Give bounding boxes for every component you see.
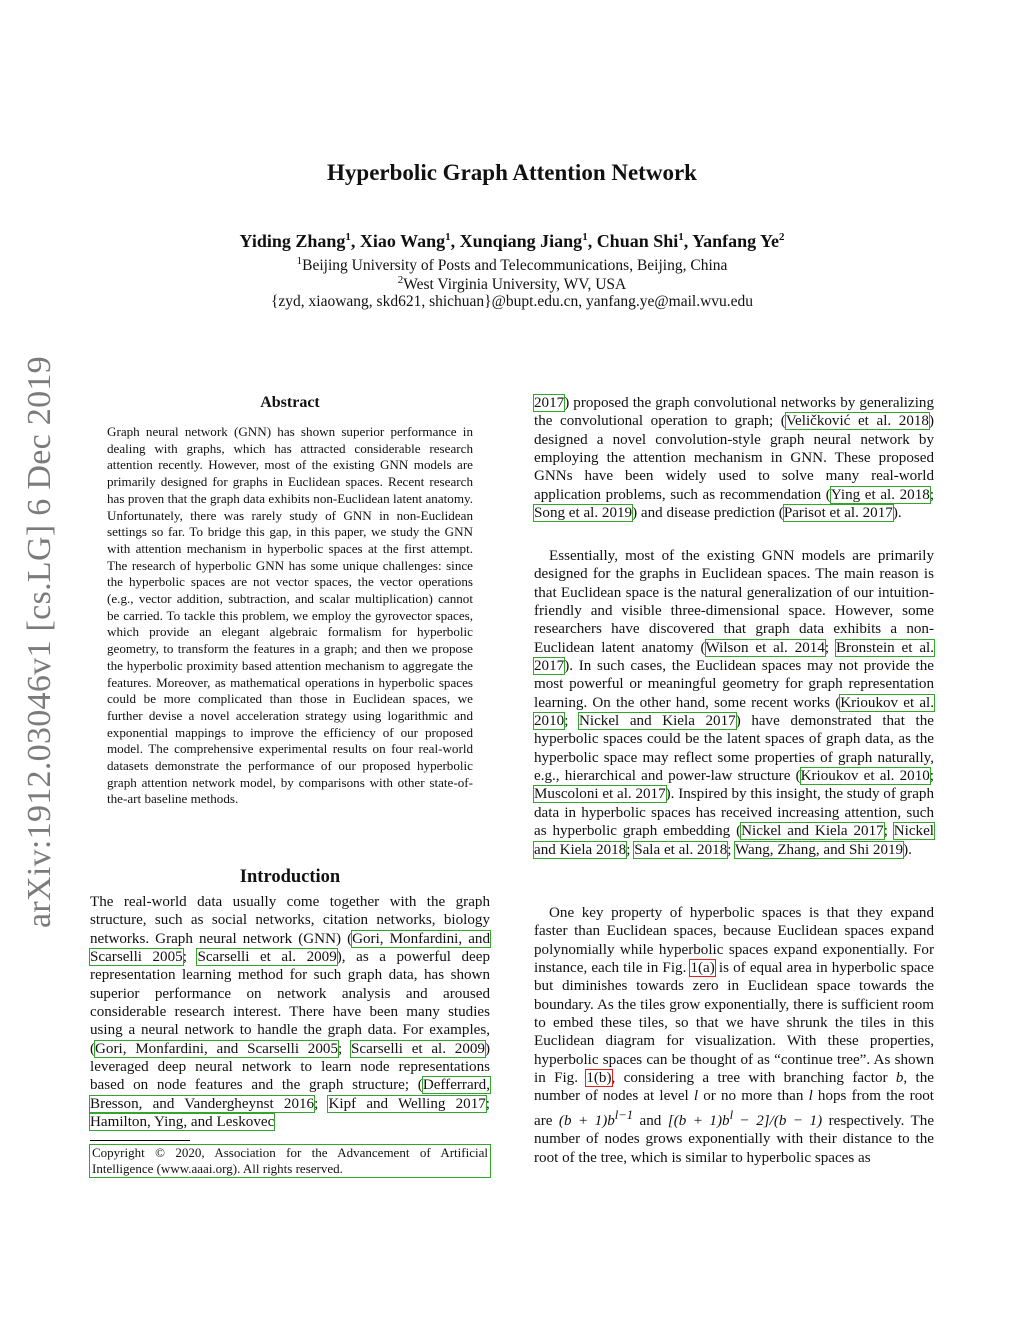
right-paragraph-3: One key property of hyperbolic spaces is that they expand faster than Euclidean spaces, because Euclidean spaces expand polynomially while hyperbolic spaces expand exponentially. For instance, each tile in Fig. 1(a) is of equal area in hyperbolic space but diminishes towards zero in Euclidean space towards the boundary. As the tiles grow exponentially, there is sufficient room to embed these tiles, so that we have shrunk the tiles in this Euclidean diagram for visualization. With these properties, hyperbolic spaces can be thought of as “continue tree”. As shown in Fig. 1(b), considering a tree with branching factor b, the number of nodes at level l or no more than l hops from the root are $(b + 1)b^{l-1}$ and $[(b + 1)b^l - 2]/(b - 1)$ respectively. The number of nodes grows exponentially with their distance to the root of the tree, which is similar to hyperbolic spaces as [534, 905, 935, 1166]
math-symbol: l [808, 1088, 813, 1105]
introduction-paragraph: The real-world data usually come together with the graph structure, such as social networks, citation networks, biology networks. Graph neural network (GNN) (Gori, Monfardini, and Scarselli 2005; Scarselli et al. 2009), as a powerful deep representation learning method for such graph data, has shown superior performance on network analysis and aroused considerable research interest. There have been many studies using a neural network to handle the graph data. For examples, (Gori, Monfardini, and Scarselli 2005; Scarselli et al. 2009) leveraged deep neural network to learn node representations based on node features and the graph structure; (Defferrard, Bresson, and Vandergheynst 2016; Kipf and Welling 2017; Hamilton, Ying, and Leskovec [90, 894, 491, 1131]
citation-link[interactable]: Krioukov et al. 2010 [534, 694, 935, 730]
author-name: Xunqiang Jiang [459, 231, 583, 251]
math-expression: [(b + 1)b [667, 1112, 730, 1129]
author-name: Yanfang Ye [692, 231, 779, 251]
arxiv-identifier: arXiv:1912.03046v1 [cs.LG] 6 Dec 2019 [21, 356, 58, 928]
citation-link[interactable]: 2017 [534, 395, 565, 411]
citation-link[interactable]: Scarselli et al. 2009 [350, 1040, 485, 1057]
citation-link[interactable]: Sala et al. 2018 [634, 841, 728, 858]
math-expression: (b + 1)b [558, 1112, 615, 1129]
footnote-rule [90, 1140, 190, 1141]
citation-link[interactable]: Nickel and Kiela 2018 [534, 823, 934, 858]
math-symbol: l [693, 1088, 699, 1105]
author-name: Xiao Wang [359, 231, 446, 251]
citation-link[interactable]: Wang, Zhang, and Shi 2019 [734, 841, 904, 858]
author-emails: {zyd, xiaowang, skd621, shichuan}@bupt.edu.cn, yanfang.ye@mail.wvu.edu [270, 293, 754, 310]
citation-link[interactable]: Kipf and Welling 2017 [328, 1095, 486, 1112]
citation-link[interactable]: Krioukov et al. 2010 [800, 768, 930, 785]
citation-link[interactable]: Defferrard, Bresson, and Vandergheynst 2016 [90, 1077, 490, 1112]
citation-link[interactable]: Veličković et al. 2018 [785, 413, 929, 430]
citation-link[interactable]: Ying et al. 2018 [830, 486, 930, 503]
figure-reference-link[interactable]: 1(a) [690, 960, 715, 977]
citation-link[interactable]: Hamilton, Ying, and Leskovec [90, 1114, 275, 1131]
citation-link[interactable]: Nickel and Kiela 2017 [578, 713, 736, 730]
citation-link[interactable]: Nickel and Kiela 2017 [741, 823, 884, 840]
author-name: Yiding Zhang [239, 231, 346, 251]
right-paragraph-2: Essentially, most of the existing GNN models are primarily designed for the graphs in Euclidean spaces. The main reason is that Euclidean space is the natural generalization of our intuition-friendly and visible three-dimensional space. However, some researchers have discovered that graph data exhibits a non-Euclidean latent anatomy (Wilson et al. 2014; Bronstein et al. 2017). In such cases, the Euclidean spaces may not provide the most powerful or meaningful geometry for graph representation learning. On the other hand, some recent works (Krioukov et al. 2010; Nickel and Kiela 2017) have demonstrated that the hyperbolic spaces could be the latent spaces of graph data, as the hyperbolic space may reflect some properties of graph naturally, e.g., hierarchical and power-law structure (Krioukov et al. 2010; Muscoloni et al. 2017). Inspired by this insight, the study of graph data in hyperbolic spaces has received increasing attention, such as hyperbolic graph embedding (Nickel and Kiela 2017; Nickel and Kiela 2018; Sala et al. 2018; Wang, Zhang, and Shi 2019). [534, 548, 935, 858]
math-symbol: b [895, 1070, 904, 1087]
figure-reference-link[interactable]: 1(b) [586, 1070, 612, 1087]
citation-link[interactable]: Gori, Monfardini, and Scarselli 2005 [95, 1040, 338, 1057]
citation-link[interactable]: Muscoloni et al. 2017 [534, 786, 666, 803]
citation-link[interactable]: Scarselli et al. 2009 [197, 949, 337, 966]
right-paragraph-1: 2017) proposed the graph convolutional networks by generalizing the convolutional operation to graph; (Veličković et al. 2018) designed a novel convolution-style graph neural network by employing the attention mechanism in GNN. These proposed GNNs have been widely used to solve many real-world application problems, such as recommendation (Ying et al. 2018; Song et al. 2019) and disease prediction (Parisot et al. 2017). [534, 395, 935, 522]
citation-link[interactable]: Gori, Monfardini, and Scarselli 2005 [90, 930, 490, 966]
citation-link[interactable]: Bronstein et al. 2017 [534, 639, 934, 675]
affiliation-1: $^1$Beijing University of Posts and Telecommunications, Beijing, China [296, 255, 728, 275]
author-name: Chuan Shi [596, 231, 679, 251]
citation-link[interactable]: Wilson et al. 2014 [705, 639, 825, 656]
author-list: Yiding Zhang$^1$, Xiao Wang$^1$, Xunqiang Jiang$^1$, Chuan Shi$^1$, Yanfang Ye$^2$ [239, 231, 785, 251]
paper-title: Hyperbolic Graph Attention Network [327, 160, 697, 185]
affiliation-2: $^2$West Virginia University, WV, USA [397, 274, 627, 294]
citation-link[interactable]: Parisot et al. 2017 [783, 505, 893, 522]
abstract-heading: Abstract [260, 394, 320, 411]
introduction-heading: Introduction [239, 867, 341, 887]
copyright-notice[interactable]: Copyright © 2020, Association for the Advancement of Artificial Intelligence (www.aaai.org). All rights reserved. [92, 1145, 488, 1176]
citation-link[interactable]: Song et al. 2019 [534, 505, 633, 522]
abstract-text: Graph neural network (GNN) has shown superior performance in dealing with graphs, which has attracted considerable research attention recently. However, most of the existing GNN models are primarily designed for graphs in Euclidean spaces. Recent research has proven that the graph data exhibits non-Euclidean latent anatomy. Unfortunately, there was rarely study of GNN in non-Euclidean settings so far. To bridge this gap, in this paper, we study the GNN with attention mechanism in hyperbolic spaces at the first attempt. The research of hyperbolic GNN has some unique challenges: since the hyperbolic spaces are not vector spaces, the vector operations (e.g., vector addition, subtraction, and scalar multiplication) cannot be carried. To tackle this problem, we employ the gyrovector spaces, which provide an elegant algebraic formalism for hyperbolic geometry, to transform the features in a graph; and then we propose the hyperbolic proximity based attention mechanism to aggregate the features. Moreover, as mathematical operations in hyperbolic spaces could be more complicated than those in Euclidean spaces, we further devise a novel acceleration strategy using logarithmic and exponential mappings to improve the efficiency of our proposed model. The comprehensive experimental results on four real-world datasets demonstrate the performance of our proposed hyperbolic graph attention network model, by comparisons with other state-of-the-art baseline methods. [107, 424, 473, 807]
